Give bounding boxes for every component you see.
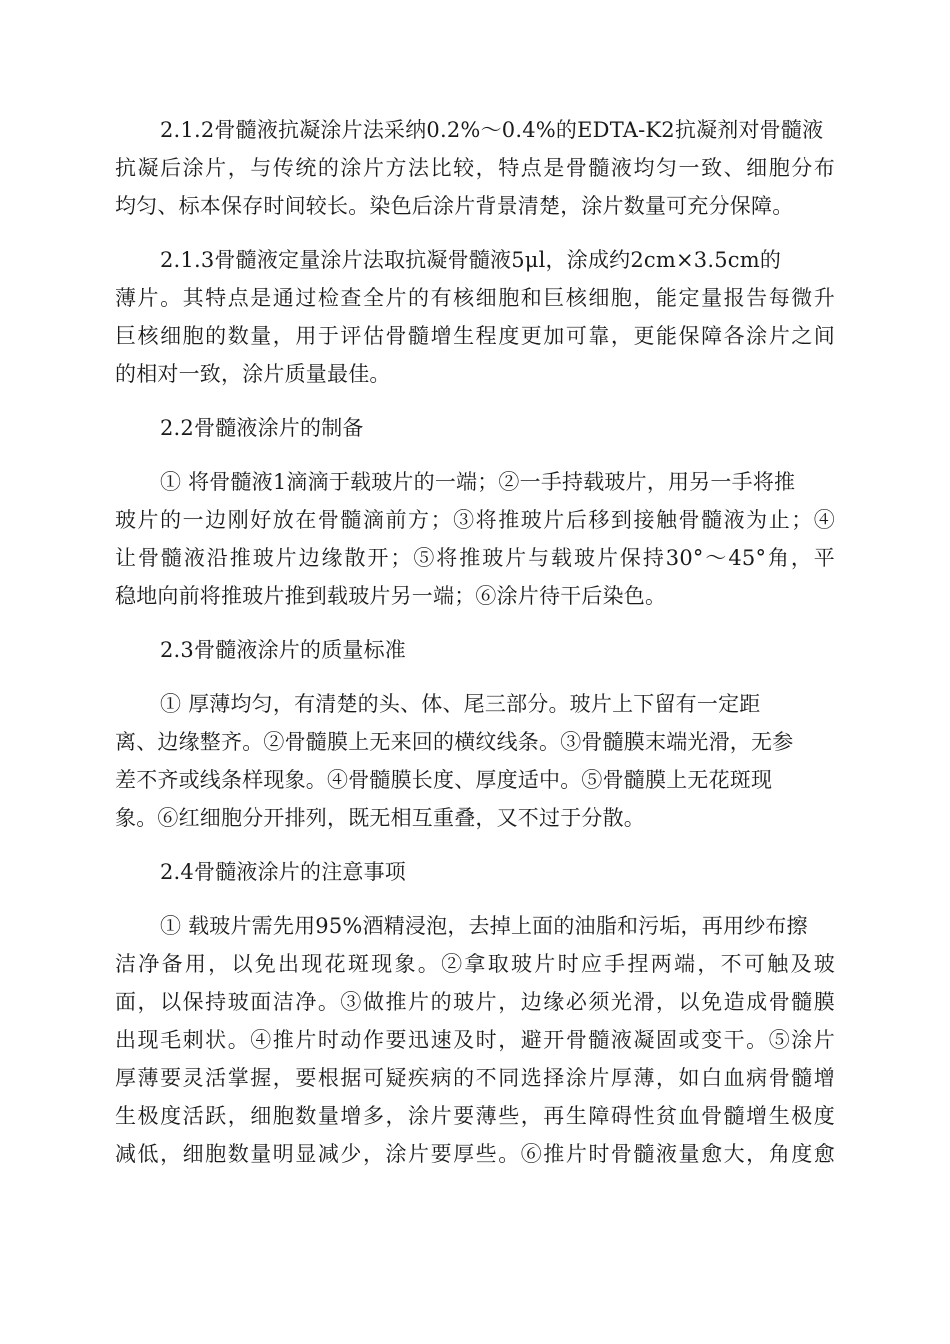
paragraph-2-3-line-2: 离、边缘整齐。②骨髓膜上无来回的横纹线条。③骨髓膜末端光滑，无参 [115, 730, 794, 754]
paragraph-2-1-2-line-3: 均匀、标本保存时间较长。染色后涂片背景清楚，涂片数量可充分保障。 [115, 194, 794, 218]
paragraph-2-1-3-line-2: 薄片。其特点是通过检查全片的有核细胞和巨核细胞，能定量报告每微升 [115, 286, 835, 310]
paragraph-2-4-line-4: 出现毛刺状。④推片时动作要迅速及时，避开骨髓液凝固或变干。⑤涂片 [115, 1028, 835, 1052]
paragraph-2-1-3-line-3: 巨核细胞的数量，用于评估骨髓增生程度更加可靠，更能保障各涂片之间 [115, 324, 835, 348]
paragraph-2-4-line-6: 生极度活跃，细胞数量增多，涂片要薄些，再生障碍性贫血骨髓增生极度 [115, 1104, 835, 1128]
paragraph-2-2-line-1: ① 将骨髓液1滴滴于载玻片的一端；②一手持载玻片，用另一手将推 [160, 470, 796, 494]
section-heading-2-3: 2.3骨髓液涂片的质量标准 [160, 638, 406, 662]
paragraph-2-4-line-5: 厚薄要灵活掌握，要根据可疑疾病的不同选择涂片厚薄，如白血病骨髓增 [115, 1066, 835, 1090]
paragraph-2-3-line-1: ① 厚薄均匀，有清楚的头、体、尾三部分。玻片上下留有一定距 [160, 692, 761, 716]
section-heading-2-4: 2.4骨髓液涂片的注意事项 [160, 860, 406, 884]
paragraph-2-1-3-line-4: 的相对一致，涂片质量最佳。 [115, 362, 391, 386]
paragraph-2-3-line-3: 差不齐或线条样现象。④骨髓膜长度、厚度适中。⑤骨髓膜上无花斑现 [115, 768, 773, 792]
paragraph-2-4-line-7: 减低，细胞数量明显减少，涂片要厚些。⑥推片时骨髓液量愈大，角度愈 [115, 1142, 835, 1166]
paragraph-2-4-line-1: ① 载玻片需先用95%酒精浸泡，去掉上面的油脂和污垢，再用纱布擦 [160, 914, 808, 938]
paragraph-2-4-line-2: 洁净备用，以免出现花斑现象。②拿取玻片时应手捏两端，不可触及玻 [115, 952, 835, 976]
paragraph-2-4-line-3: 面，以保持玻面洁净。③做推片的玻片，边缘必须光滑，以免造成骨髓膜 [115, 990, 835, 1014]
paragraph-2-2-line-4: 稳地向前将推玻片推到载玻片另一端；⑥涂片待干后染色。 [115, 584, 667, 608]
paragraph-2-1-2-line-2: 抗凝后涂片，与传统的涂片方法比较，特点是骨髓液均匀一致、细胞分布 [115, 156, 835, 180]
paragraph-2-1-2-line-1: 2.1.2骨髓液抗凝涂片法采纳0.2%～0.4%的EDTA-K2抗凝剂对骨髓液 [160, 118, 824, 142]
section-heading-2-2: 2.2骨髓液涂片的制备 [160, 416, 364, 440]
paragraph-2-2-line-2: 玻片的一边刚好放在骨髓滴前方；③将推玻片后移到接触骨髓液为止；④ [115, 508, 835, 532]
paragraph-2-2-line-3: 让骨髓液沿推玻片边缘散开；⑤将推玻片与载玻片保持30°～45°角，平 [115, 546, 835, 570]
paragraph-2-3-line-4: 象。⑥红细胞分开排列，既无相互重叠，又不过于分散。 [115, 806, 645, 830]
paragraph-2-1-3-line-1: 2.1.3骨髓液定量涂片法取抗凝骨髓液5μl，涂成约2cm×3.5cm的 [160, 248, 782, 272]
